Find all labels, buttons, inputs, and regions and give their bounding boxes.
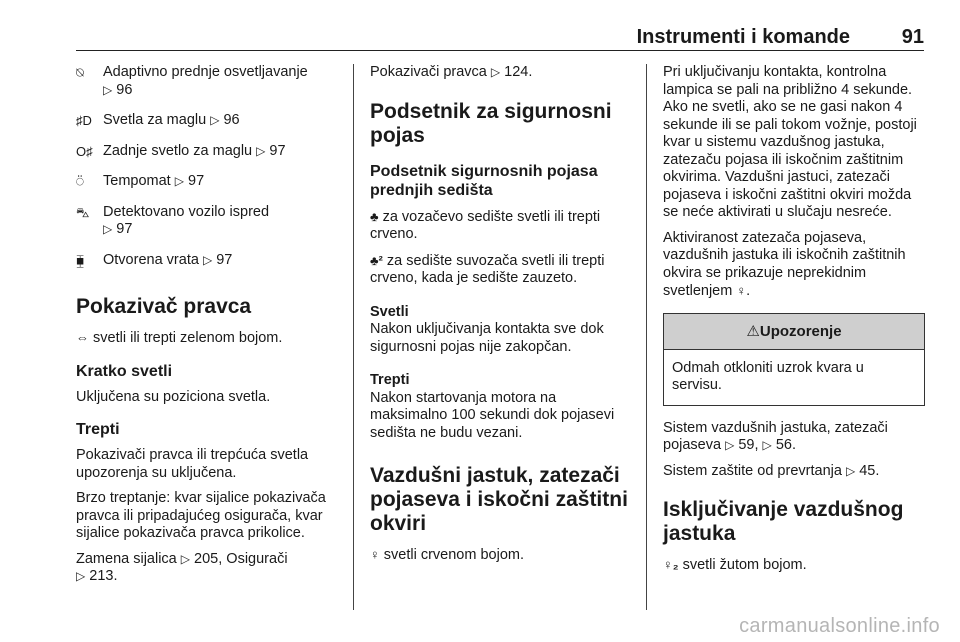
subsection-heading: Podsetnik sigurnosnih pojasa prednjih sedišta	[370, 162, 598, 199]
front-fog-light-icon: ♯D	[76, 113, 92, 128]
section-heading: Vazdušni jastuk, zatezači pojaseva i iskočni zaštitni okviri	[370, 464, 628, 535]
paragraph: ♀ svetli crvenom bojom.	[370, 547, 524, 563]
column-3	[663, 64, 925, 583]
page-ref-arrow-icon: ▷	[76, 569, 86, 583]
turn-signal-icon: ⇔	[76, 330, 89, 345]
page-ref-arrow-icon: ▷	[210, 113, 220, 127]
page-ref-arrow-icon: ▷	[845, 463, 856, 478]
page-ref-link[interactable]: 97	[188, 173, 205, 189]
airbag-icon: ♀	[370, 547, 380, 562]
page-ref-link[interactable]: 59,	[738, 437, 759, 453]
adaptive-headlight-icon: ⍉	[76, 65, 84, 80]
subsection-heading: Trepti	[370, 372, 410, 388]
item-text: Adaptivno prednje osvetljavanje	[103, 64, 308, 80]
page-ref-link[interactable]: 97	[269, 142, 286, 159]
watermark: carmanualsonline.info	[739, 615, 940, 637]
paragraph: Nakon uključivanja kontakta sve dok sigurnosni pojas nije zakopčan.	[370, 321, 604, 355]
list-item	[76, 204, 338, 239]
page-ref-arrow-icon: ▷	[256, 143, 266, 158]
cruise-control-icon: ⍥	[76, 174, 84, 189]
warning-header: ⚠Upozorenje	[664, 314, 924, 350]
page-ref-link[interactable]: 124.	[504, 64, 533, 80]
airbag-off-icon: ♀₂	[663, 557, 679, 572]
paragraph: Aktiviranost zatezača pojaseva, vazdušnih jastuka ili iskočnih zaštitnih okvira se prikazuje neprekidnim svetlenjem ♀.	[663, 229, 906, 299]
page-header	[76, 0, 924, 51]
paragraph: Pri uključivanju kontakta, kontrolna lampica se pali na približno 4 sekunde. Ako ne svetli, ako se ne gasi nakon 4 sekunde ili se pali tokom vožnje, postoji kvar u sistemu vazdušnog jastuka, zatezaču pojasa ili iskočnim zaštitnim okvirima. Vazdušni jastuci, zatezači pojaseva i iskočni zaštitni okviri možda se neće aktivirati u slučaju nesreće.	[663, 64, 917, 220]
page-ref-link[interactable]: 97	[116, 221, 133, 237]
section-heading: Podsetnik za sigurnosni pojas	[370, 99, 612, 147]
paragraph: ⇔ svetli ili trepti zelenom bojom.	[76, 330, 283, 346]
paragraph: Zamena sijalica ▷ 205, Osigurači ▷ 213.	[76, 550, 288, 584]
list-item	[76, 173, 338, 191]
page-ref-arrow-icon: ▷	[202, 252, 213, 267]
column-divider	[646, 64, 647, 610]
item-text: Tempomat	[103, 173, 171, 189]
paragraph: Sistem zaštite od prevrtanja ▷ 45.	[663, 462, 880, 479]
page-ref-link[interactable]: 205, Osigurači	[194, 550, 288, 567]
page-ref-arrow-icon: ▷	[725, 438, 735, 452]
item-text: Detektovano vozilo ispred	[103, 203, 270, 220]
paragraph: ♣² za sedište suvozača svetli ili trepti crveno, kada je sedište zauzeto.	[370, 252, 605, 286]
driver-seatbelt-icon: ♣	[370, 208, 379, 224]
item-text: Otvorena vrata	[103, 251, 199, 268]
vehicle-ahead-icon: ⛍	[76, 204, 90, 220]
warning-box	[663, 313, 925, 406]
page-ref-arrow-icon: ▷	[180, 551, 191, 566]
list-item	[76, 64, 338, 99]
column-2	[370, 64, 632, 573]
paragraph: Pokazivači pravca ▷ 124.	[370, 64, 533, 80]
page-ref-arrow-icon: ▷	[103, 222, 113, 236]
page-ref-link[interactable]: 213.	[89, 568, 118, 584]
list-item	[76, 252, 338, 270]
door-open-icon: ⧯	[76, 252, 85, 268]
page-ref-arrow-icon: ▷	[103, 82, 113, 97]
page-ref-link[interactable]: 96	[116, 81, 133, 98]
page-ref-arrow-icon: ▷	[490, 65, 501, 79]
header-title: Instrumenti i komande	[636, 26, 850, 48]
warning-triangle-icon: ⚠	[746, 322, 760, 340]
section-heading: Isključivanje vazdušnog jastuka	[663, 498, 904, 545]
paragraph: Uključena su poziciona svetla.	[76, 388, 271, 405]
page-ref-link[interactable]: 97	[216, 251, 233, 268]
paragraph: ♀₂ svetli žutom bojom.	[663, 557, 807, 573]
column-1	[76, 64, 338, 594]
warning-text: Odmah otkloniti uzrok kvara u servisu.	[672, 359, 864, 393]
page-ref-link[interactable]: 96	[223, 112, 240, 128]
subsection-heading: Trepti	[76, 421, 120, 438]
item-text: Svetla za maglu	[103, 112, 207, 128]
passenger-seatbelt-icon: ♣²	[370, 252, 383, 268]
subsection-heading: Kratko svetli	[76, 362, 173, 380]
paragraph: Brzo treptanje: kvar sijalice pokazivača pravca ili pripadajućeg osigurača, kvar sijalice pokazivača pravca prikolice.	[76, 490, 326, 541]
rear-fog-light-icon: O♯	[76, 143, 93, 159]
section-heading: Pokazivač pravca	[76, 295, 252, 318]
paragraph: Sistem vazdušnih jastuka, zatezači pojaseva ▷ 59, ▷ 56.	[663, 419, 888, 453]
list-item	[76, 112, 338, 130]
page-ref-arrow-icon: ▷	[762, 438, 772, 452]
subsection-heading: Svetli	[370, 303, 409, 320]
item-text: Zadnje svetlo za maglu	[103, 142, 253, 159]
column-divider	[353, 64, 354, 610]
paragraph: Pokazivači pravca ili trepćuća svetla upozorenja su uključena.	[76, 447, 309, 481]
page-ref-arrow-icon: ▷	[174, 174, 184, 188]
page-ref-link[interactable]: 56.	[775, 437, 796, 453]
page-number: 91	[901, 26, 924, 48]
page-ref-link[interactable]: 45.	[859, 462, 880, 479]
list-item	[76, 143, 338, 161]
paragraph: Nakon startovanja motora na maksimalno 100 sekundi dok pojasevi sedišta ne budu vezani.	[370, 389, 615, 441]
paragraph: ♣ za vozačevo sedište svetli ili trepti crveno.	[370, 208, 601, 242]
airbag-icon: ♀	[736, 283, 747, 298]
